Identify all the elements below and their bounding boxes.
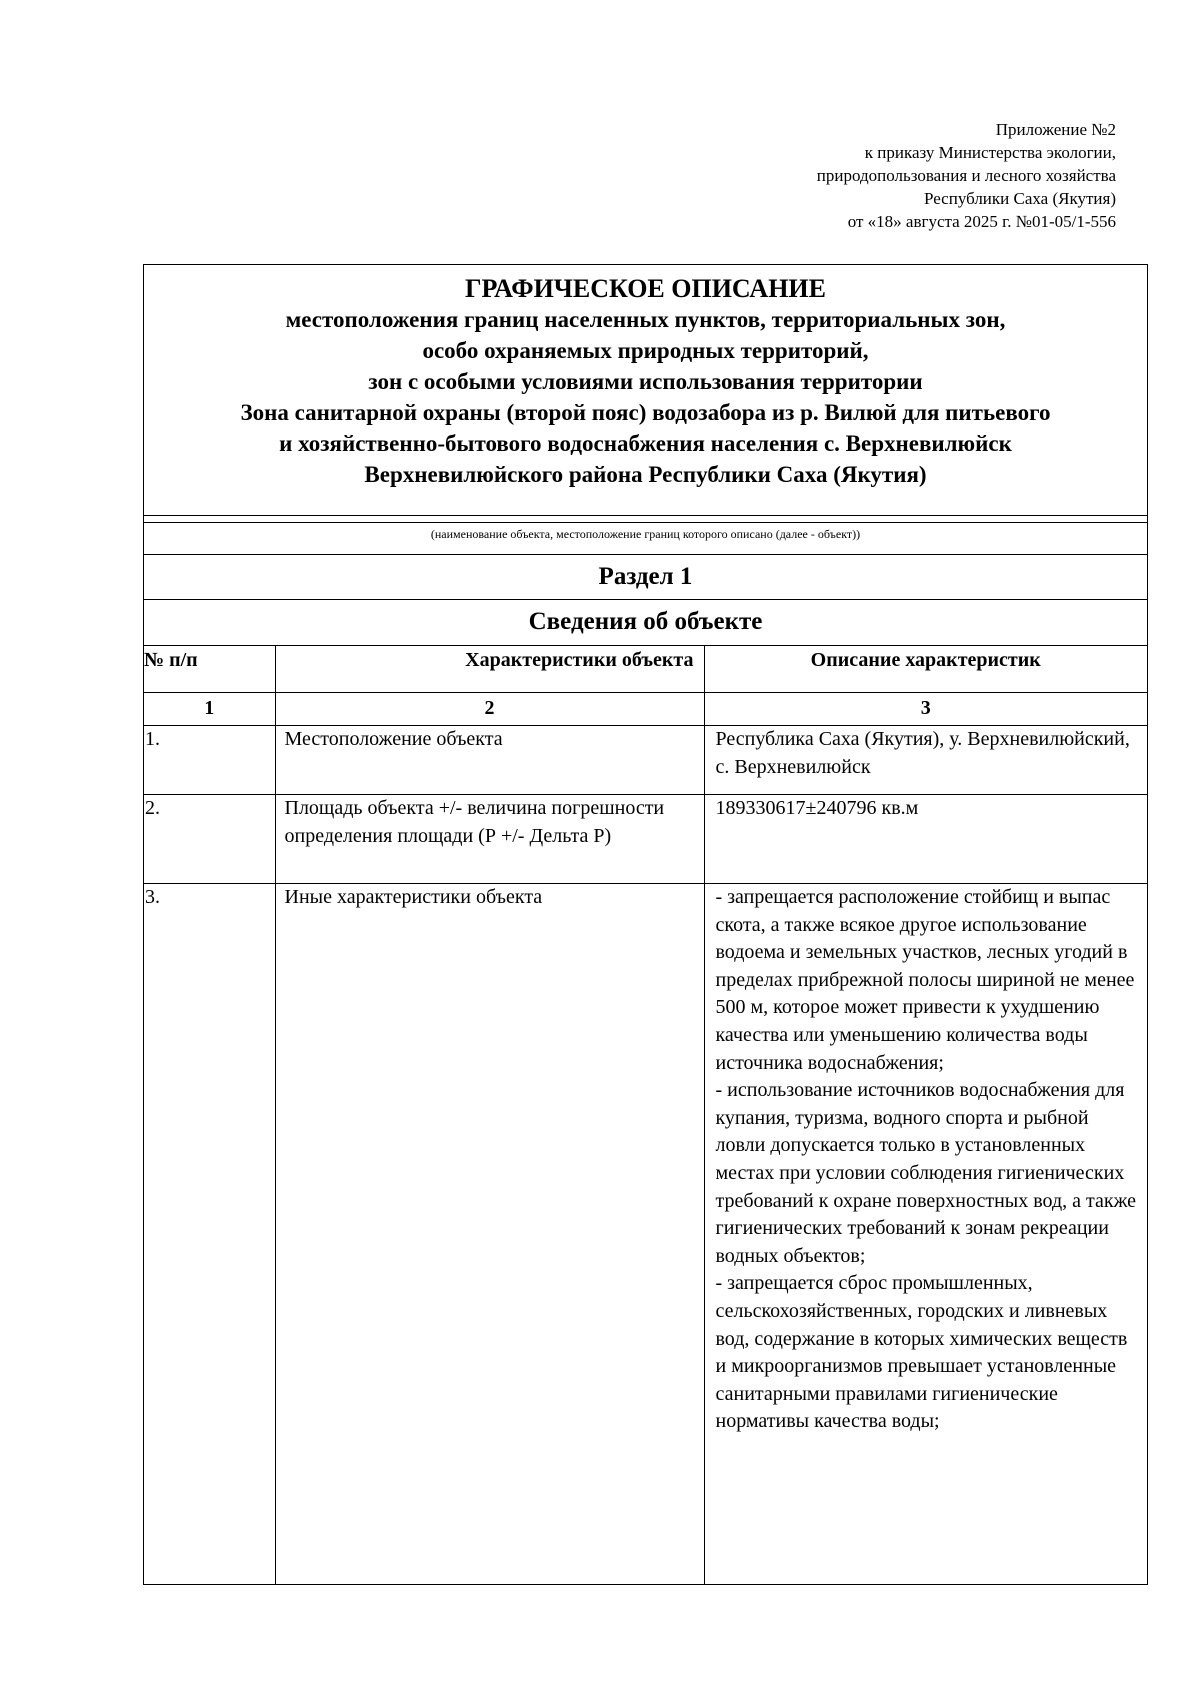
- document-frame: [143, 264, 1148, 1585]
- appendix-line: природопользования и лесного хозяйства: [816, 166, 1116, 185]
- row-characteristic: Площадь объекта +/- величина погрешности определения площади (Р +/- Дельта Р): [275, 795, 704, 884]
- row-description: Республика Саха (Якутия), у. Верхневилюйский, с. Верхневилюйск: [704, 726, 1147, 795]
- header-line: и хозяйственно-бытового водоснабжения населения с. Верхневилюйск: [279, 431, 1012, 456]
- appendix-line: Республики Саха (Якутия): [923, 189, 1116, 208]
- row-number: 2.: [144, 795, 275, 884]
- object-name-note: [144, 515, 1147, 554]
- row-number: 3.: [144, 884, 275, 1585]
- appendix-line: к приказу Министерства экологии,: [864, 143, 1116, 162]
- row-characteristic: Иные характеристики объекта: [275, 884, 704, 1585]
- note-text: (наименование объекта, местоположение границ которого описано (далее - объект)): [430, 527, 861, 541]
- column-number: 3: [704, 693, 1147, 726]
- row-number: 1.: [144, 726, 275, 795]
- column-number-row: [144, 693, 1147, 726]
- column-header-description: Описание характеристик: [704, 646, 1147, 693]
- row-description: - запрещается расположение стойбищ и выпас скота, а также всякое другое использование водоема и земельных участков, лесных угодий в пределах прибрежной полосы шириной не менее 500 м, которое может привести к ухудшению качества или уменьшению количества воды источника водоснабжения; - использование источников водоснабжения для купания, туризма, водного спорта и рыбной ловли допускается только в установленных местах при условии соблюдения гигиенических требований к охране поверхностных вод, а также гигиенических требований к зонам рекреации водных объектов; - запрещается сброс промышленных, сельскохозяйственных, городских и ливневых вод, содержание в которых химических веществ и микроорганизмов превышает установленные санитарными правилами гигиенические нормативы качества воды;: [704, 884, 1147, 1585]
- row-description: 189330617±240796 кв.м: [704, 795, 1147, 884]
- header-line: Зона санитарной охраны (второй пояс) водозабора из р. Вилюй для питьевого: [240, 400, 1051, 425]
- row-characteristic: Местоположение объекта: [275, 726, 704, 795]
- document-header: [144, 265, 1147, 515]
- column-number: 2: [275, 693, 704, 726]
- divider: [144, 522, 1147, 523]
- section-title: Раздел 1: [144, 554, 1147, 599]
- section-subtitle: Сведения об объекте: [144, 599, 1147, 645]
- document-title: ГРАФИЧЕСКОЕ ОПИСАНИЕ: [465, 274, 826, 303]
- column-header-characteristic: Характеристики объекта: [275, 646, 704, 693]
- appendix-line: от «18» августа 2025 г. №01-05/1-556: [847, 212, 1116, 231]
- object-info-table: [144, 645, 1147, 1585]
- header-line: особо охраняемых природных территорий,: [422, 338, 869, 363]
- column-header-number: № п/п: [144, 646, 275, 693]
- table-header-row: [144, 646, 1147, 693]
- appendix-block: [817, 118, 1116, 233]
- table-row: [144, 726, 1147, 795]
- header-line: местоположения границ населенных пунктов, территориальных зон,: [285, 307, 1006, 332]
- header-line: зон с особыми условиями использования территории: [368, 369, 923, 394]
- table-row: [144, 884, 1147, 1585]
- table-row: [144, 795, 1147, 884]
- header-line: Верхневилюйского района Республики Саха (Якутия): [364, 462, 927, 487]
- column-number: 1: [144, 693, 275, 726]
- appendix-line: Приложение №2: [995, 120, 1116, 139]
